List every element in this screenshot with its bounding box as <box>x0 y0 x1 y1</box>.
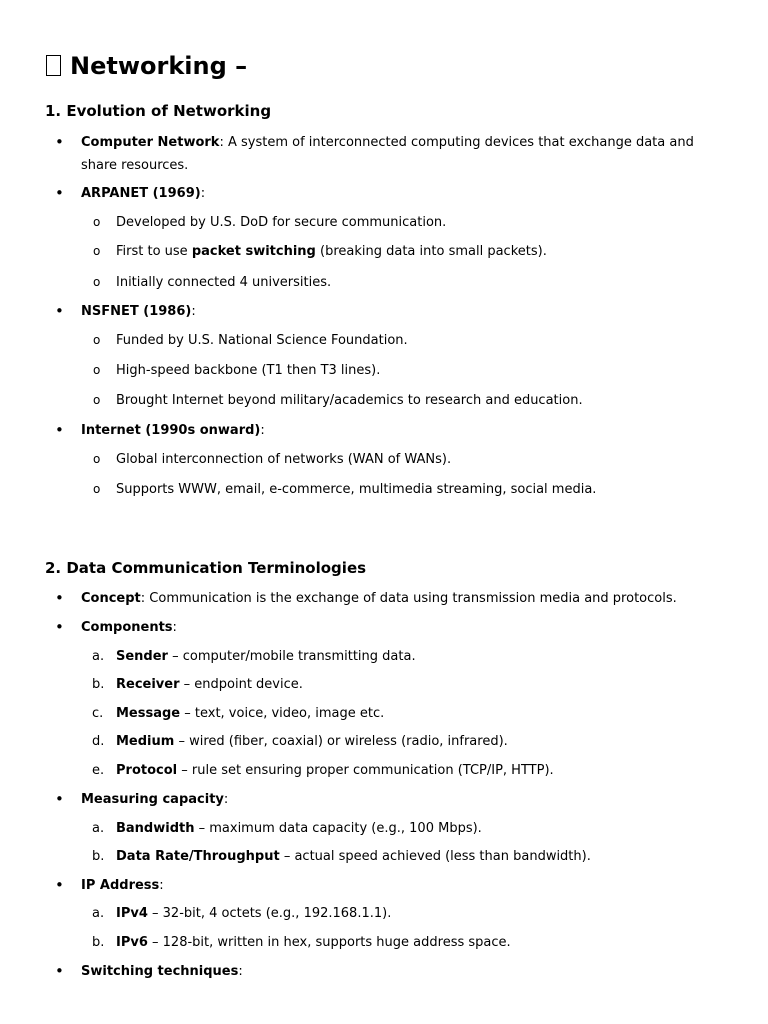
sub-bullet-marker: o <box>93 333 101 347</box>
sub-bullet-marker: o <box>93 393 101 407</box>
list-item-concept <box>81 587 677 610</box>
sub-list-item: High-speed backbone (T1 then T3 lines). <box>116 363 381 378</box>
term: Internet (1990s onward) <box>81 423 261 438</box>
colon: : <box>260 423 265 438</box>
sub-list-item: Developed by U.S. DoD for secure communication. <box>116 215 447 230</box>
list-letter: d. <box>92 734 105 749</box>
definition: – computer/mobile transmitting data. <box>167 649 416 664</box>
colon: : <box>238 964 243 979</box>
term: Measuring capacity <box>81 792 224 807</box>
term: Receiver <box>116 677 180 692</box>
sub-list-item: Global interconnection of networks (WAN of WANs). <box>116 452 452 467</box>
list-item-nsfnet <box>81 300 196 323</box>
sub-list-item <box>116 702 384 725</box>
colon: : <box>200 186 206 201</box>
list-letter: a. <box>92 649 105 664</box>
list-item-components <box>81 616 177 639</box>
bullet-marker: • <box>55 790 64 808</box>
colon: : <box>191 304 196 319</box>
list-item-arpanet <box>81 182 205 205</box>
bullet-marker: • <box>55 876 64 894</box>
term: Protocol <box>116 763 178 778</box>
term: NSFNET (1986) <box>81 304 192 319</box>
term: ARPANET (1969) <box>81 186 201 201</box>
list-item-switching-techniques <box>81 960 243 983</box>
term: Data Rate/Throughput <box>116 849 280 864</box>
definition: – endpoint device. <box>179 677 303 692</box>
sub-list-item: Initially connected 4 universities. <box>116 275 332 290</box>
sub-list-item <box>116 645 416 668</box>
colon: : <box>223 792 229 807</box>
term: Switching techniques <box>81 964 239 979</box>
definition: : Communication is the exchange of data using transmission media and protocols. <box>140 591 677 606</box>
list-item-measuring-capacity <box>81 788 228 811</box>
sub-list-item <box>116 931 511 954</box>
list-letter: b. <box>92 849 105 864</box>
sub-list-item <box>116 817 482 840</box>
colon: : <box>159 878 164 893</box>
bullet-marker: • <box>55 589 64 607</box>
sub-bullet-marker: o <box>93 452 101 466</box>
sub-bullet-marker: o <box>93 215 101 229</box>
bullet-marker: • <box>55 421 64 439</box>
term: IPv6 <box>116 935 148 950</box>
list-item-internet <box>81 419 265 442</box>
sub-bullet-marker: o <box>93 244 101 258</box>
list-letter: a. <box>92 906 105 921</box>
definition: – 128-bit, written in hex, supports huge address space. <box>147 935 511 950</box>
definition: – rule set ensuring proper communication (TCP/IP, HTTP). <box>177 763 554 778</box>
text: (breaking data into small packets). <box>315 244 547 259</box>
term: packet switching <box>191 244 316 259</box>
term: Concept <box>81 591 141 606</box>
sub-list-item <box>116 673 303 696</box>
definition: : A system of interconnected computing devices that exchange data and <box>219 135 694 150</box>
sub-list-item: Brought Internet beyond military/academics to research and education. <box>116 393 583 408</box>
document-title-text: Networking – <box>70 52 248 80</box>
section-heading-evolution: 1. Evolution of Networking <box>45 102 272 120</box>
list-letter: b. <box>92 677 105 692</box>
sub-bullet-marker: o <box>93 275 101 289</box>
bullet-marker: • <box>55 184 64 202</box>
list-item-ip-address <box>81 874 164 897</box>
term: Components <box>81 620 173 635</box>
definition: – actual speed achieved (less than bandwidth). <box>279 849 591 864</box>
bullet-marker: • <box>55 302 64 320</box>
bullet-marker: • <box>55 962 64 980</box>
term: Medium <box>116 734 175 749</box>
sub-list-item <box>116 845 591 868</box>
term: Bandwidth <box>116 821 195 836</box>
definition: – 32-bit, 4 octets (e.g., 192.168.1.1). <box>147 906 392 921</box>
list-letter: c. <box>92 706 104 721</box>
sub-list-item <box>116 902 391 925</box>
definition: – maximum data capacity (e.g., 100 Mbps). <box>194 821 482 836</box>
sub-list-item <box>116 759 554 782</box>
term: IP Address <box>81 878 160 893</box>
sub-list-item <box>116 240 547 263</box>
term: IPv4 <box>116 906 148 921</box>
definition: – wired (fiber, coaxial) or wireless (radio, infrared). <box>174 734 508 749</box>
colon: : <box>172 620 177 635</box>
sub-bullet-marker: o <box>93 482 101 496</box>
list-item-continuation: share resources. <box>81 158 189 173</box>
term: Sender <box>116 649 168 664</box>
term: Computer Network <box>81 135 220 150</box>
sub-list-item: Supports WWW, email, e-commerce, multimedia streaming, social media. <box>116 482 597 497</box>
bullet-marker: • <box>55 133 64 151</box>
sub-bullet-marker: o <box>93 363 101 377</box>
list-letter: e. <box>92 763 105 778</box>
bullet-marker: • <box>55 618 64 636</box>
list-letter: a. <box>92 821 105 836</box>
sub-list-item: Funded by U.S. National Science Foundation. <box>116 333 408 348</box>
text: First to use <box>116 244 192 259</box>
sub-list-item <box>116 730 508 753</box>
section-heading-data-communication: 2. Data Communication Terminologies <box>45 559 367 577</box>
missing-glyph-icon <box>46 55 61 76</box>
list-letter: b. <box>92 935 105 950</box>
definition: – text, voice, video, image etc. <box>180 706 385 721</box>
document-title <box>46 50 247 82</box>
list-item-computer-network <box>81 131 694 154</box>
term: Message <box>116 706 181 721</box>
